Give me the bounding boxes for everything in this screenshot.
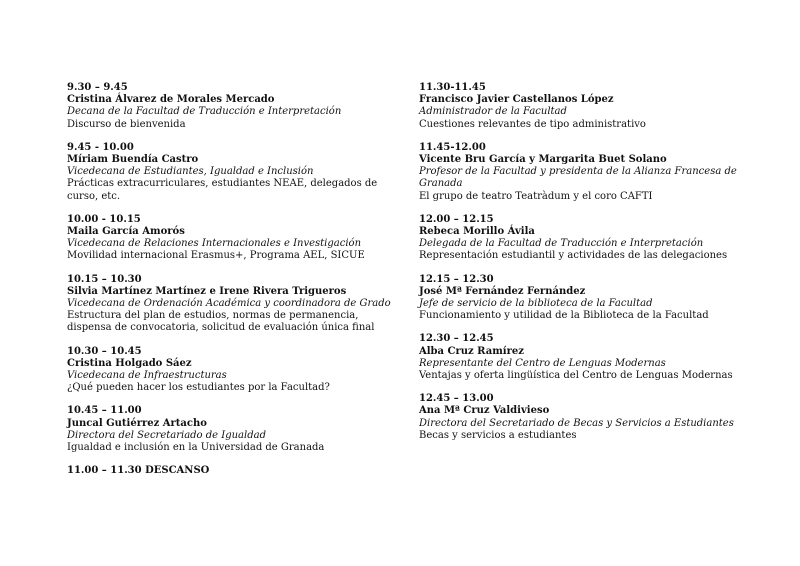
schedule-item xyxy=(67,214,397,263)
speaker-name: Míriam Buendía Castro xyxy=(67,154,199,166)
schedule-item xyxy=(67,82,397,131)
session-time: 10.15 – 10.30 xyxy=(67,273,142,285)
session-topic: Prácticas extracurriculares, estudiantes NEAE, delegados de curso, etc. xyxy=(67,178,378,202)
session-topic: Cuestiones relevantes de tipo administrativo xyxy=(419,118,646,130)
break-line: 11.00 – 11.30 DESCANSO xyxy=(67,465,210,477)
speaker-role: Decana de la Facultad de Traducción e Interpretación xyxy=(67,106,342,118)
speaker-role: Vicedecana de Infraestructuras xyxy=(67,370,227,382)
session-time: 10.00 - 10.15 xyxy=(67,213,141,225)
speaker-role: Administrador de la Facultad xyxy=(419,106,567,118)
schedule-item xyxy=(419,142,764,203)
speaker-role: Vicedecana de Ordenación Académica y coordinadora de Grado xyxy=(67,298,391,310)
speaker-name: Silvia Martínez Martínez e Irene Rivera Trigueros xyxy=(67,285,347,297)
speaker-role: Vicedecana de Estudiantes, Igualdad e Inclusión xyxy=(67,166,314,178)
schedule-item xyxy=(67,405,397,454)
session-time: 12.00 – 12.15 xyxy=(419,213,494,225)
session-topic: ¿Qué pueden hacer los estudiantes por la Facultad? xyxy=(67,382,330,394)
session-topic: Movilidad internacional Erasmus+, Programa AEL, SICUE xyxy=(67,250,365,262)
schedule-item xyxy=(419,333,764,382)
speaker-role: Jefe de servicio de la biblioteca de la Facultad xyxy=(419,298,653,310)
session-topic: Discurso de bienvenida xyxy=(67,118,186,130)
session-topic: El grupo de teatro Teatràdum y el coro CAFTI xyxy=(419,190,653,202)
session-time: 11.30-11.45 xyxy=(419,82,486,93)
schedule-item xyxy=(67,142,397,203)
schedule-left-column xyxy=(67,82,397,477)
speaker-role: Delegada de la Facultad de Traducción e Interpretación xyxy=(419,238,704,250)
speaker-role: Profesor de la Facultad y presidenta de la Alianza Francesa de Granada xyxy=(419,166,737,190)
speaker-name: Cristina Holgado Sáez xyxy=(67,357,192,369)
speaker-role: Vicedecana de Relaciones Internacionales e Investigación xyxy=(67,238,362,250)
speaker-role: Representante del Centro de Lenguas Modernas xyxy=(419,357,666,369)
session-time: 9.30 – 9.45 xyxy=(67,82,128,93)
session-time: 9.45 - 10.00 xyxy=(67,141,134,153)
schedule-right-column xyxy=(419,82,764,453)
session-time: 10.45 – 11.00 xyxy=(67,405,142,417)
speaker-name: José Mª Fernández Fernández xyxy=(419,285,586,297)
schedule-item xyxy=(419,274,764,323)
speaker-name: Francisco Javier Castellanos López xyxy=(419,94,614,106)
speaker-role: Directora del Secretariado de Igualdad xyxy=(67,429,266,441)
speaker-name: Ana Mª Cruz Valdivieso xyxy=(419,405,550,417)
speaker-name: Maila García Amorós xyxy=(67,226,185,238)
session-time: 11.45-12.00 xyxy=(419,141,486,153)
session-topic: Estructura del plan de estudios, normas de permanencia, dispensa de convocatoria, solicitud de evaluación única final xyxy=(67,310,375,334)
session-time: 12.45 – 13.00 xyxy=(419,393,494,405)
schedule-item xyxy=(419,214,764,263)
schedule-item xyxy=(419,82,764,131)
session-time: 12.30 – 12.45 xyxy=(419,333,494,345)
schedule-item xyxy=(67,346,397,395)
speaker-role: Directora del Secretariado de Becas y Servicios a Estudiantes xyxy=(419,417,734,429)
schedule-item xyxy=(419,393,764,442)
session-topic: Igualdad e inclusión en la Universidad de Granada xyxy=(67,442,325,454)
session-topic: Funcionamiento y utilidad de la Biblioteca de la Facultad xyxy=(419,310,709,322)
speaker-name: Cristina Álvarez de Morales Mercado xyxy=(67,94,275,106)
session-time: 12.15 – 12.30 xyxy=(419,273,494,285)
schedule-item xyxy=(67,274,397,335)
session-topic: Becas y servicios a estudiantes xyxy=(419,429,577,441)
session-topic: Ventajas y oferta lingüística del Centro de Lenguas Modernas xyxy=(419,370,733,382)
session-topic: Representación estudiantil y actividades de las delegaciones xyxy=(419,250,728,262)
session-time: 10.30 – 10.45 xyxy=(67,345,142,357)
speaker-name: Juncal Gutiérrez Artacho xyxy=(67,417,207,429)
speaker-name: Rebeca Morillo Ávila xyxy=(419,226,535,238)
speaker-name: Vicente Bru García y Margarita Buet Solano xyxy=(419,154,667,166)
speaker-name: Alba Cruz Ramírez xyxy=(419,345,524,357)
